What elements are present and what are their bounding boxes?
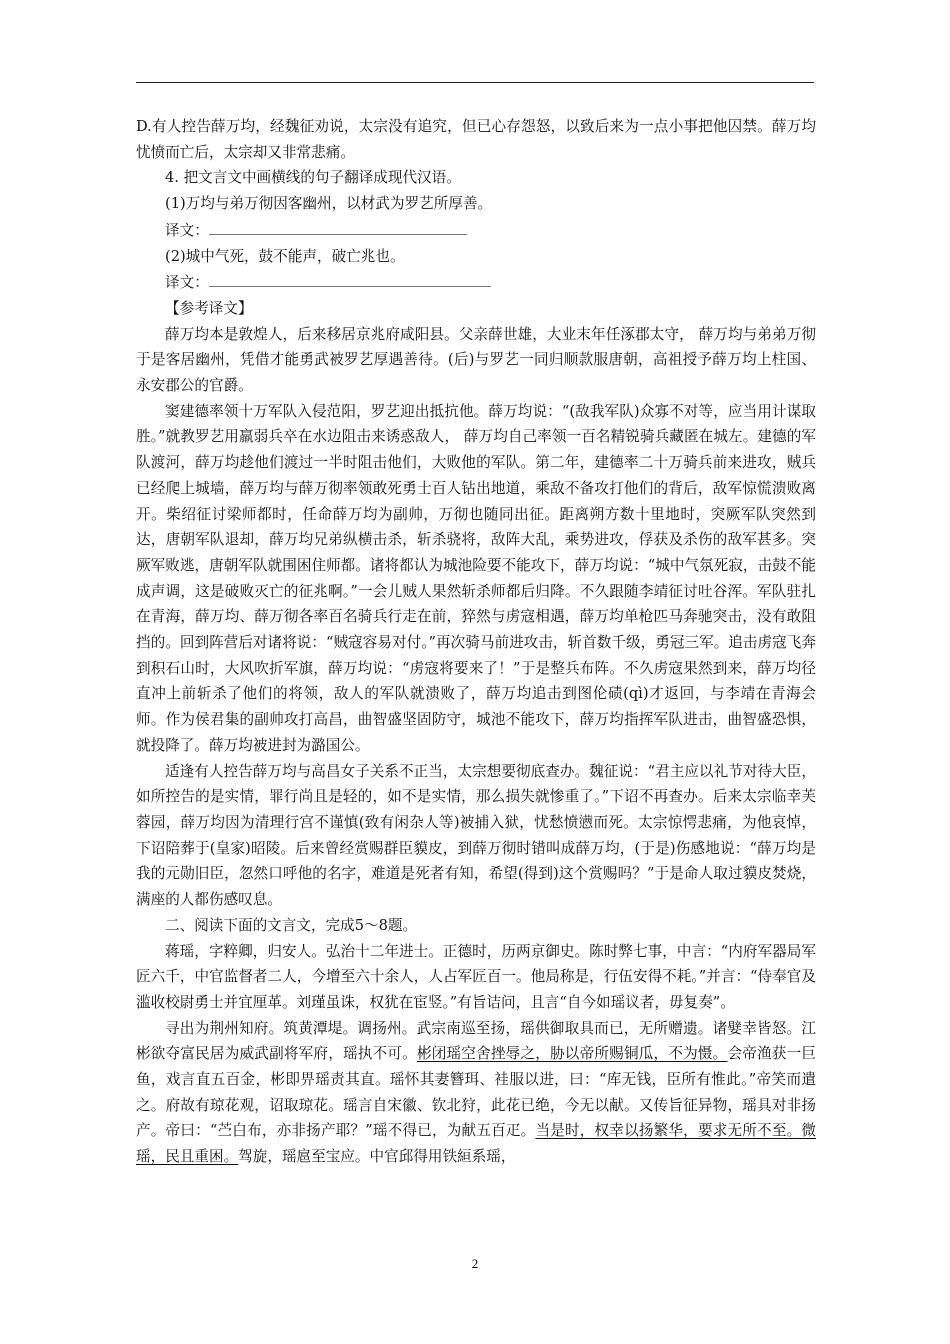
text-segment: 驾旋，瑶扈至宝应。中官邱得用铁絙系瑶， <box>238 1148 516 1166</box>
question-4-item-2: (2)城中气死，鼓不能声，破亡兆也。 <box>165 247 405 265</box>
text-segment: 会帝渔获一巨鱼，戏言直五百金，彬即畀瑶责其直。瑶怀其妻簪珥、袿服以进，曰：“库无钱，臣所有惟此。”帝笑而遣之。府故有琼花观，诏取琼花。瑶言自宋徽、钦北狩，此花已绝，今无以献。又传旨征异物，瑶具对非扬产。帝曰：“苎白布，亦非扬产耶？”瑶不得已，为献五百疋。 <box>136 1045 816 1140</box>
question-4-item-1: (1)万均与弟万彻因客幽州，以材武为罗艺所厚善。 <box>165 195 493 213</box>
question-option-d: D.有人控告薛万均，经魏征劝说，太宗没有追究，但已心存怨怒，以致后来为一点小事把他囚禁。薛万均忧愤而亡后，太宗却又非常悲痛。 <box>136 118 816 161</box>
underlined-sentence-1: 彬闭瑶空舍挫辱之，胁以帝所赐铜瓜，不为慑。 <box>416 1045 728 1063</box>
reference-heading: 【参考译文】 <box>165 299 253 317</box>
translation-line-2 <box>136 269 816 296</box>
page-number: 2 <box>471 1256 479 1271</box>
section-2-title: 二、阅读下面的文言文，完成5～8题。 <box>165 916 418 934</box>
document-body <box>136 114 816 1170</box>
translation-label: 译文： <box>165 221 209 239</box>
answer-blank-2[interactable] <box>209 269 491 287</box>
reference-paragraph-2: 窦建德率领十万军队入侵范阳，罗艺迎出抵抗他。薛万均说：“(敌我军队)众寡不对等，应当用计谋取胜。”就教罗艺用羸弱兵卒在水边阻击来诱惑敌人， 薛万均自己率领一百名精锐骑兵藏匿在城左。建德的军队渡河，薛万均趁他们渡过一半时阻击他们，大败他的军队。第二年，建德率二十万骑兵前来进攻，贼兵已经爬上城墙，薛万均与薛万彻率领敢死勇士百人钻出地道，乘敌不备攻打他们的背后，敌军惊慌溃败离开。柴绍征讨梁师都时，任命薛万均为副帅，万彻也随同出征。距离朔方数十里地时，突厥军队突然到达，唐朝军队退却，薛万均兄弟纵横击杀，斩杀骁将，敌阵大乱，乘势进攻，俘获及杀伤的敌军甚多。突厥军败逃，唐朝军队就围困住师都。诸将都认为城池险要不能攻下，薛万均说：“城中气氛死寂，击鼓不能成声调，这是破败灭亡的征兆啊。”一会儿贼人果然斩杀师都后归降。不久跟随李靖征讨吐谷浑。军队驻扎在青海，薛万均、薛万彻各率百名骑兵行走在前，猝然与虏寇相遇，薛万均单枪匹马奔驰突击，没有敢阻挡的。回到阵营后对诸将说：“贼寇容易对付。”再次骑马前进攻击，斩首数千级，勇冠三军。追击虏寇飞奔到积石山时，大风吹折军旗，薛万均说：“虏寇将要来了！”于是整兵布阵。不久虏寇果然到来，薛万均径直冲上前斩杀了他们的将领，敌人的军队就溃败了，薛万均追击到图伦碛(qì)才返回，与李靖在青海会师。作为侯君集的副帅攻打高昌，曲智盛坚固防守，城池不能攻下，薛万均指挥军队进击，曲智盛恐惧，就投降了。薛万均被进封为潞国公。 <box>136 402 816 754</box>
answer-blank-1[interactable] <box>209 217 467 235</box>
classical-text-paragraph-2 <box>136 1016 816 1170</box>
text-segment: 寻出为荆州知府。筑黄潭堤。调扬州。武宗南巡至扬，瑶供御取具而已，无所赠遗。诸嬖幸皆怒。江彬欲夺富民居为威武副将军府，瑶执不可。 <box>136 1019 816 1063</box>
reference-paragraph-3: 适逢有人控告薛万均与高昌女子关系不正当，太宗想要彻底查办。魏征说：“君主应以礼节对待大臣，如所控告的是实情，罪行尚且是轻的，如不是实情，那么损失就惨重了。”下诏不再查办。后来太宗临幸芙蓉园，薛万均因为清理行宫不谨慎(致有闲杂人等)被捕入狱，忧愁愤懑而死。太宗惊愕悲痛，为他哀悼，下诏陪葬于(皇家)昭陵。后来曾经赏赐群臣貘皮，到薛万彻时错叫成薛万均，(于是)伤感地说：“薛万均是我的元勋旧臣，忽然口呼他的名字，难道是死者有知，希望(得到)这个赏赐吗？”于是命人取过貘皮焚烧，满座的人都伤感叹息。 <box>136 762 816 909</box>
underlined-sentence-2: 当是时，权幸以扬繁华，要求无所不至。微瑶，民且重困。 <box>136 1122 816 1166</box>
translation-label: 译文： <box>165 274 209 292</box>
question-4-title: 4. 把文言文中画横线的句子翻译成现代汉语。 <box>165 169 461 187</box>
header-rule <box>136 82 814 83</box>
reference-paragraph-1: 薛万均本是敦煌人，后来移居京兆府咸阳县。父亲薛世雄，大业末年任涿郡太守， 薛万均与弟弟万彻于是客居幽州，凭借才能勇武被罗艺厚遇善待。(后)与罗艺一同归顺款服唐朝，高祖授予薛万均上柱国、永安郡公的官爵。 <box>136 325 816 395</box>
classical-text-paragraph-1: 蒋瑶，字粹卿，归安人。弘治十二年进士。正德时，历两京御史。陈时弊七事，中言：“内府军器局军匠六千，中官监督者二人，今增至六十余人，人占军匠百一。他局称是，行伍安得不耗。”并言：“侍奉官及滥收校尉勇士并宜厘革。刘瑾虽诛，权犹在宦竖。”有旨诘问，且言“自今如瑶议者，毋复奏”。 <box>136 942 816 1011</box>
translation-line-1 <box>136 217 816 244</box>
